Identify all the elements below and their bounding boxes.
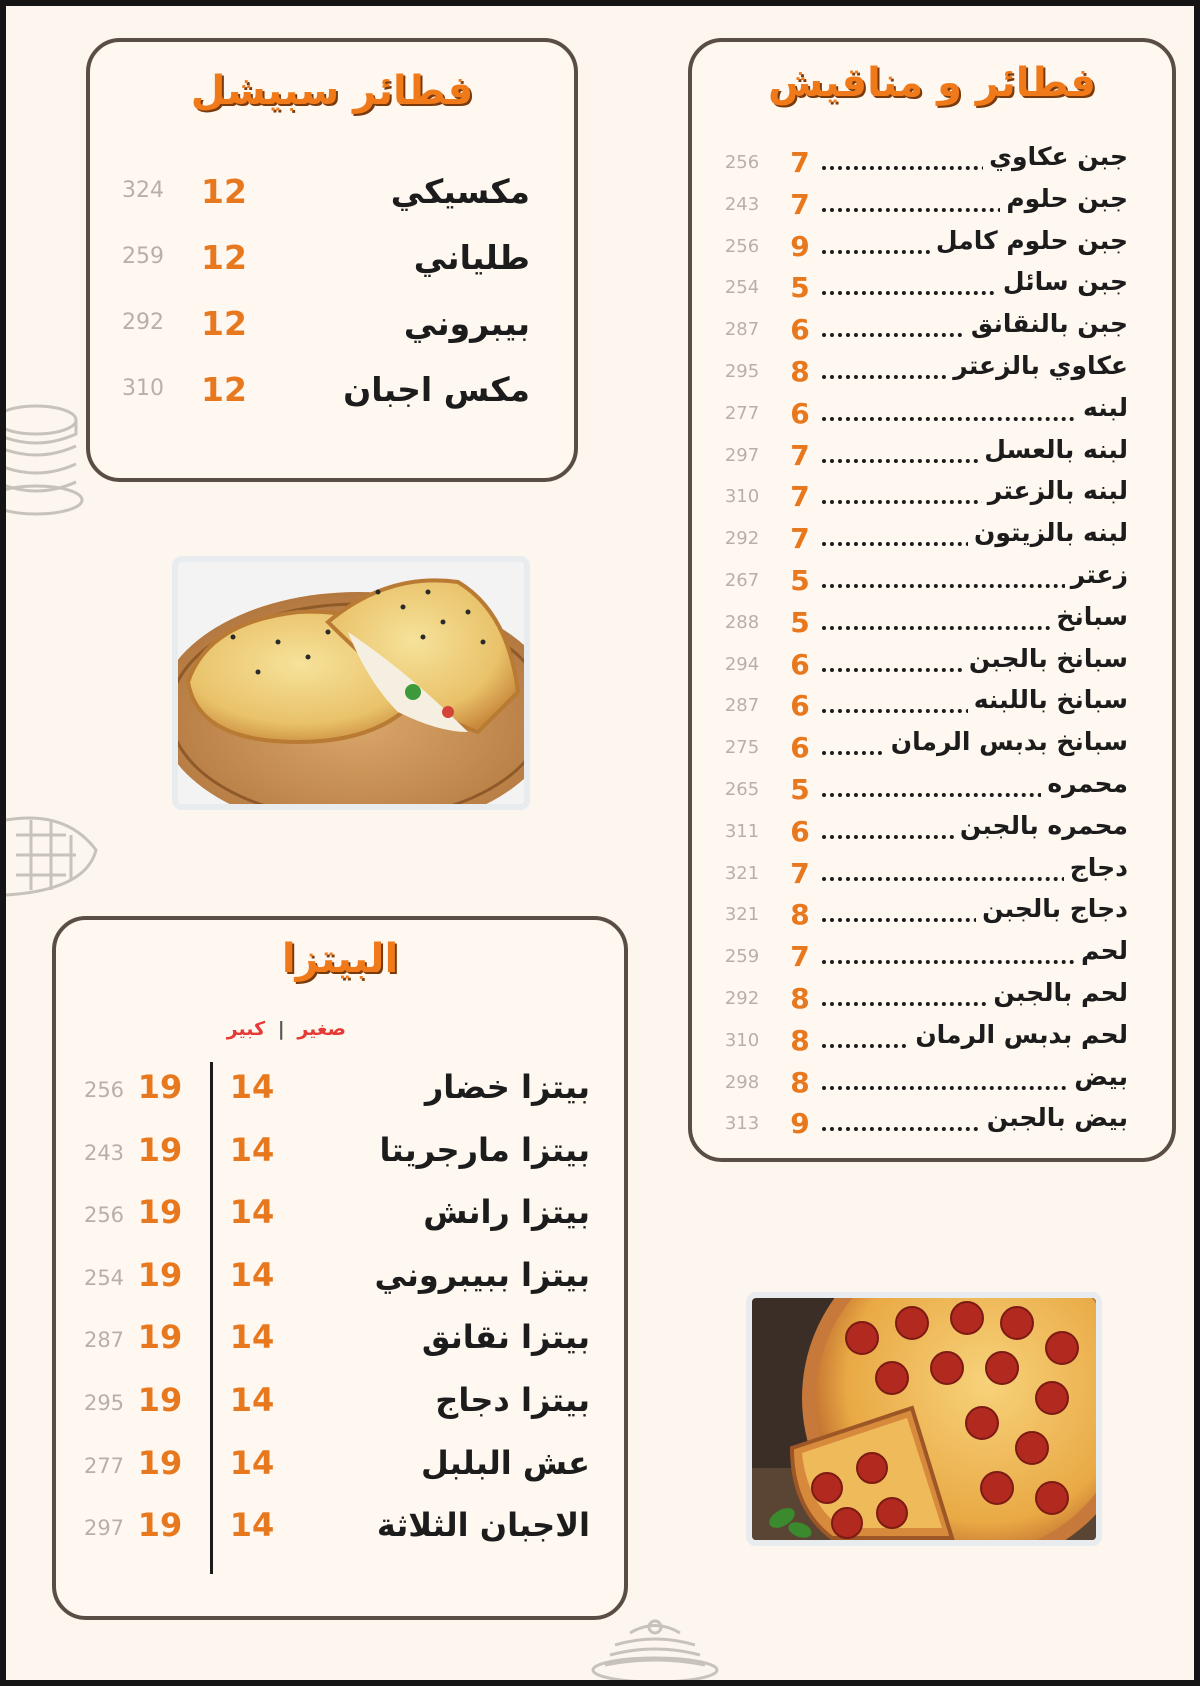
item-calories: 288 — [724, 611, 760, 633]
pizza-title: البيتزا — [281, 936, 399, 982]
menu-row — [692, 518, 1172, 560]
item-price: 6 — [782, 313, 818, 346]
item-calories: 256 — [724, 152, 760, 173]
item-name: بيتزا خضار — [424, 1068, 590, 1106]
item-name: جبن حلوم كامل — [930, 226, 1128, 255]
menu-row — [692, 727, 1172, 769]
pies-manakish-title: فطائر و مناقيش — [768, 60, 1096, 106]
size-large-label: كبير — [226, 1018, 266, 1040]
menu-row — [692, 1062, 1172, 1104]
item-name: بيتزا نقانق — [421, 1318, 590, 1357]
item-calories: 321 — [724, 862, 760, 884]
item-price-small: 14 — [229, 1255, 275, 1294]
item-price: 7 — [782, 857, 818, 890]
menu-row — [56, 1318, 624, 1360]
menu-row — [692, 602, 1172, 644]
size-labels — [146, 1018, 346, 1040]
menu-row — [56, 1068, 624, 1110]
item-price: 5 — [782, 773, 818, 806]
item-calories: 254 — [724, 277, 760, 299]
pepperoni-pizza-photo — [746, 1292, 1102, 1546]
item-price: 12 — [201, 370, 247, 409]
special-pies-title: فطائر سبيشل — [190, 68, 474, 114]
item-price: 8 — [782, 1066, 818, 1099]
menu-row — [692, 142, 1172, 184]
special-pies-panel — [86, 38, 578, 482]
item-name: لبنه بالزعتر — [982, 476, 1128, 505]
menu-row — [692, 226, 1172, 268]
item-calories: 313 — [724, 1113, 760, 1135]
calzone-illustration — [178, 562, 524, 804]
item-price: 8 — [782, 1024, 818, 1057]
item-price: 5 — [782, 564, 818, 597]
item-name: بيض — [1068, 1062, 1128, 1091]
item-calories: 295 — [83, 1391, 125, 1415]
item-name: جبن عكاوي — [983, 142, 1128, 171]
item-name: مكسيكي — [390, 172, 530, 211]
item-price: 6 — [782, 397, 818, 430]
menu-row — [56, 1131, 624, 1173]
menu-row — [90, 304, 574, 346]
item-calories: 277 — [83, 1453, 125, 1478]
item-name: سبانخ بالجبن — [963, 644, 1128, 673]
item-name: بيتزا رانش — [423, 1193, 590, 1232]
menu-row — [692, 936, 1172, 978]
menu-row — [692, 811, 1172, 853]
item-name: طلياني — [413, 238, 530, 277]
item-price: 5 — [782, 606, 818, 639]
item-calories: 256 — [724, 235, 760, 257]
item-price: 6 — [782, 689, 818, 722]
item-name: عكاوي بالزعتر — [947, 351, 1128, 380]
menu-row — [692, 351, 1172, 393]
item-price: 12 — [201, 304, 247, 343]
item-name: زعتر — [1065, 560, 1128, 589]
item-name: عش البلبل — [421, 1443, 590, 1482]
item-calories: 277 — [724, 402, 760, 424]
menu-row — [692, 476, 1172, 518]
item-name: بيتزا دجاج — [435, 1381, 590, 1419]
item-calories: 298 — [724, 1071, 760, 1093]
item-calories: 294 — [724, 653, 760, 675]
menu-row — [692, 644, 1172, 686]
menu-row — [90, 238, 574, 280]
menu-row — [90, 370, 574, 412]
menu-row — [692, 435, 1172, 477]
item-name: لحم بالجبن — [987, 978, 1128, 1007]
item-name: لحم — [1075, 936, 1128, 965]
item-price-large: 19 — [137, 1130, 183, 1169]
item-name: بيض بالجبن — [981, 1103, 1128, 1132]
item-price-small: 14 — [229, 1443, 275, 1482]
item-name: لبنه — [1077, 393, 1128, 422]
menu-row — [56, 1256, 624, 1298]
item-price: 8 — [782, 355, 818, 388]
item-name: محمره بالجبن — [954, 811, 1128, 840]
item-calories: 259 — [724, 946, 760, 968]
menu-row — [56, 1381, 624, 1423]
item-name: دجاج — [1064, 853, 1128, 882]
item-name: بيتزا ببيبروني — [374, 1255, 590, 1294]
pizza-illustration — [752, 1298, 1096, 1540]
item-calories: 287 — [724, 695, 760, 717]
item-price-large: 19 — [137, 1506, 183, 1545]
item-price: 12 — [201, 238, 247, 277]
item-calories: 295 — [724, 361, 760, 382]
item-price: 5 — [782, 271, 818, 304]
item-calories: 256 — [83, 1203, 125, 1228]
item-price-small: 14 — [229, 1506, 275, 1545]
item-name: محمره — [1041, 769, 1128, 798]
item-calories: 287 — [83, 1328, 125, 1353]
pancake-stack-icon — [6, 380, 86, 530]
item-calories: 287 — [724, 319, 760, 341]
item-price-large: 19 — [137, 1193, 183, 1232]
item-calories: 321 — [724, 904, 760, 926]
item-price: 7 — [782, 439, 818, 472]
item-calories: 265 — [724, 779, 760, 800]
item-price: 6 — [782, 815, 818, 848]
menu-row — [56, 1444, 624, 1486]
item-price-small: 14 — [229, 1130, 275, 1169]
menu-row — [692, 393, 1172, 435]
menu-row — [692, 184, 1172, 226]
item-name: سبانخ — [1050, 602, 1128, 631]
item-price: 12 — [201, 172, 247, 211]
menu-row — [692, 309, 1172, 351]
menu-row — [90, 172, 574, 214]
item-name: جبن بالنقانق — [965, 309, 1128, 338]
item-name: سبانخ بدبس الرمان — [885, 727, 1128, 756]
item-price: 6 — [782, 731, 818, 764]
pizza-panel — [52, 916, 628, 1620]
menu-row — [692, 1020, 1172, 1062]
item-calories: 275 — [724, 737, 760, 759]
item-price: 7 — [782, 522, 818, 555]
item-price: 7 — [782, 188, 818, 221]
item-price: 9 — [782, 230, 818, 263]
item-name: جبن حلوم — [1000, 184, 1128, 213]
menu-row — [692, 769, 1172, 811]
item-calories: 292 — [724, 988, 760, 1009]
item-name: بيبروني — [403, 304, 530, 343]
menu-row — [692, 267, 1172, 309]
item-price: 9 — [782, 1107, 818, 1140]
item-price: 6 — [782, 648, 818, 681]
item-price: 7 — [782, 146, 818, 179]
item-price-large: 19 — [137, 1443, 183, 1482]
item-name: دجاج بالجبن — [976, 894, 1128, 923]
pies-manakish-panel — [688, 38, 1176, 1162]
item-price-large: 19 — [137, 1318, 183, 1357]
calzone-photo — [172, 556, 530, 810]
item-price: 7 — [782, 480, 818, 513]
item-calories: 297 — [724, 444, 760, 466]
item-price-large: 19 — [137, 1255, 183, 1294]
item-name: لبنه بالزيتون — [968, 518, 1128, 547]
item-calories: 297 — [83, 1516, 125, 1541]
size-small-label: صغير — [297, 1018, 346, 1040]
item-name: مكس اجبان — [343, 370, 530, 409]
item-calories: 310 — [724, 486, 760, 508]
item-price-large: 19 — [137, 1381, 183, 1419]
item-name: الاجبان الثلاثة — [376, 1506, 590, 1545]
item-calories: 254 — [83, 1265, 125, 1290]
item-name: بيتزا مارجريتا — [379, 1130, 590, 1169]
item-price: 8 — [782, 982, 818, 1015]
waffle-icon — [6, 810, 106, 900]
item-price: 7 — [782, 940, 818, 973]
item-name: لبنه بالعسل — [978, 435, 1128, 464]
item-name: جبن سائل — [997, 267, 1128, 296]
menu-row — [56, 1506, 624, 1548]
item-calories: 292 — [724, 528, 760, 550]
item-price-small: 14 — [229, 1193, 275, 1232]
size-separator: | — [277, 1018, 285, 1040]
menu-row — [692, 978, 1172, 1020]
menu-row — [692, 560, 1172, 602]
item-calories: 267 — [724, 570, 760, 591]
item-calories: 243 — [724, 193, 760, 215]
menu-row — [692, 1103, 1172, 1145]
item-calories: 310 — [724, 1029, 760, 1051]
pancake-plate-icon — [590, 1615, 720, 1685]
item-price-small: 14 — [229, 1381, 275, 1419]
menu-row — [692, 685, 1172, 727]
item-calories: 259 — [122, 244, 164, 269]
menu-row — [56, 1193, 624, 1235]
menu-row — [692, 894, 1172, 936]
item-calories: 311 — [724, 820, 760, 842]
item-calories: 256 — [83, 1078, 125, 1102]
item-calories: 324 — [122, 178, 164, 203]
item-price-small: 14 — [229, 1318, 275, 1357]
item-calories: 243 — [83, 1140, 125, 1165]
item-price-small: 14 — [229, 1068, 275, 1106]
menu-row — [692, 853, 1172, 895]
item-name: سبانخ باللبنه — [968, 685, 1128, 714]
item-price: 8 — [782, 898, 818, 931]
item-price-large: 19 — [137, 1068, 183, 1106]
item-calories: 310 — [122, 376, 164, 401]
item-calories: 292 — [122, 310, 164, 335]
item-name: لحم بدبس الرمان — [909, 1020, 1128, 1049]
